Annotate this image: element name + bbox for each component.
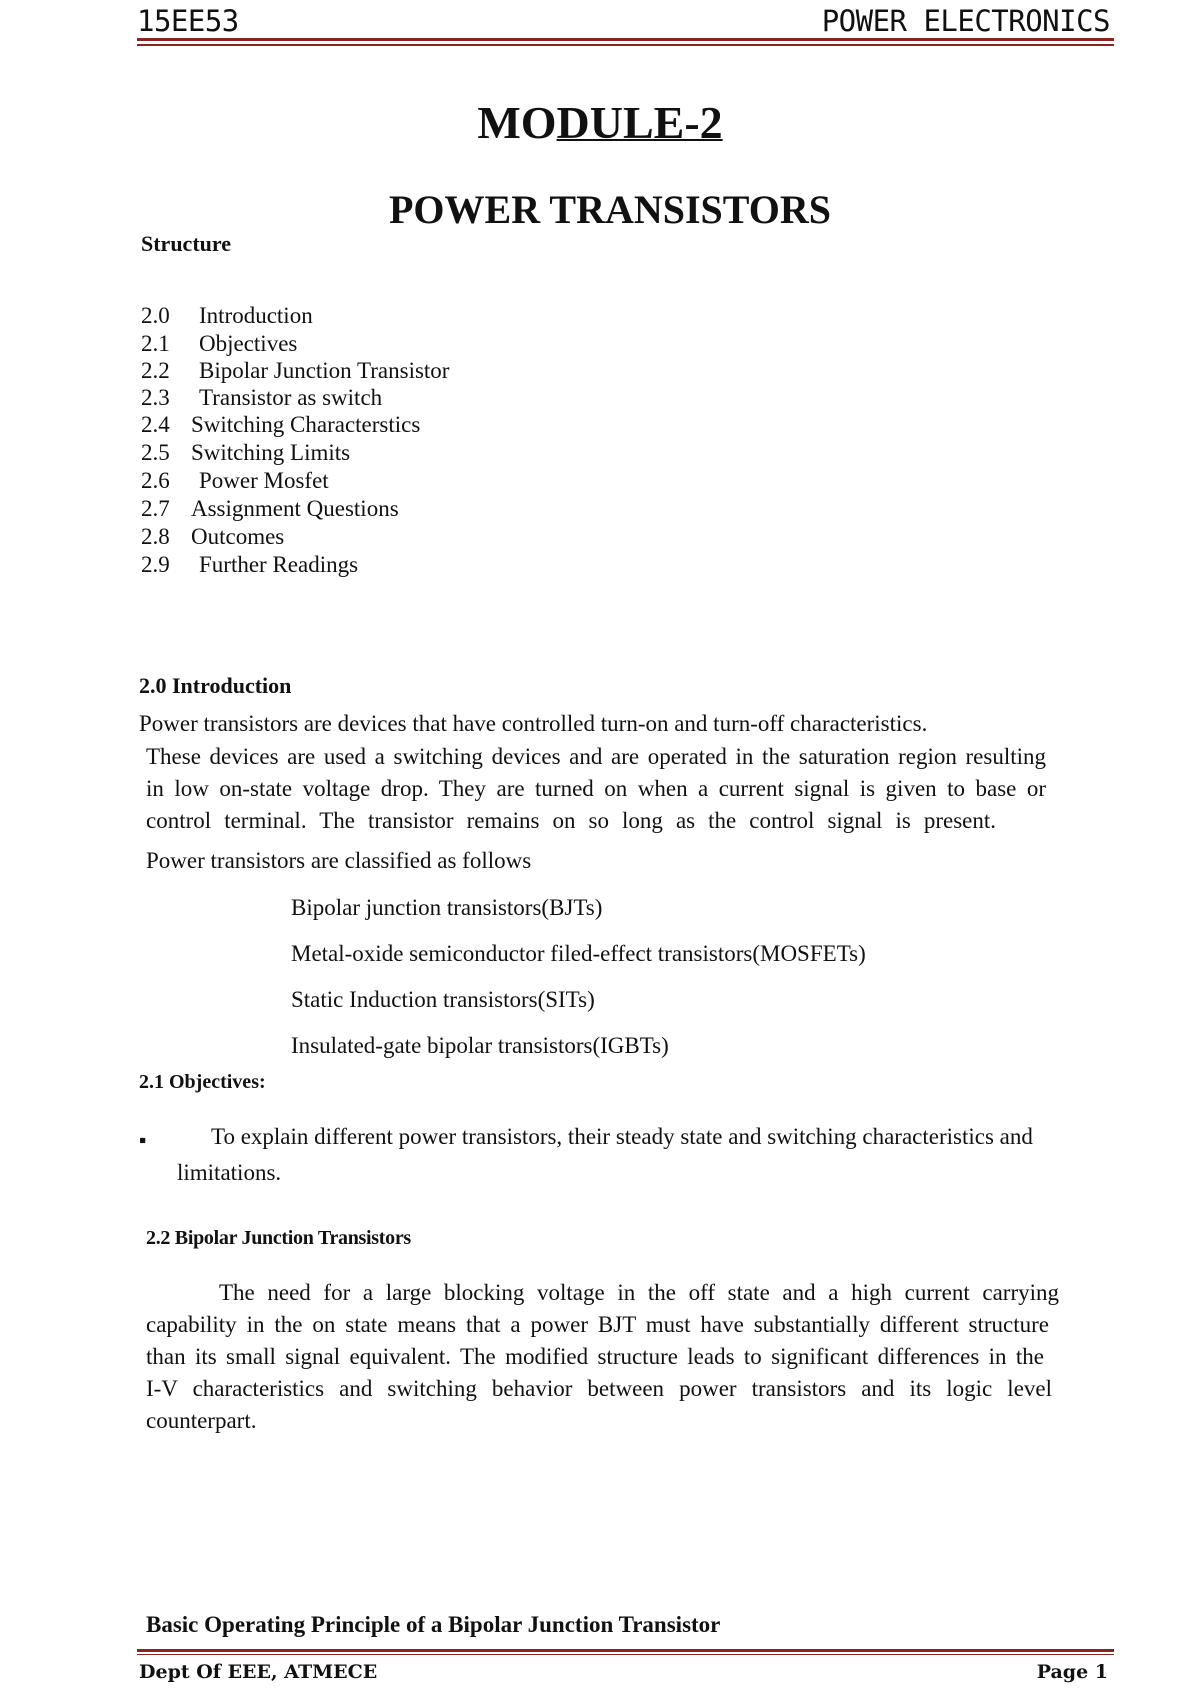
intro-line: in low on-state voltage drop. They are turned on when a current signal is given to base or (146, 776, 1046, 801)
toc-item: 2.9 Further Readings (141, 552, 359, 577)
toc-item: 2.1 Objectives (141, 331, 298, 356)
basic-principle-heading: Basic Operating Principle of a Bipolar Junction Transistor (146, 1612, 721, 1637)
footer-page-number: Page 1 (1036, 1661, 1108, 1683)
classified-line: Power transistors are classified as follows (146, 848, 532, 873)
intro-line: control terminal. The transistor remains on so long as the control signal is present. (146, 808, 996, 833)
structure-heading: Structure (141, 231, 232, 256)
toc-item: 2.8 Outcomes (141, 524, 285, 549)
objectives-heading: 2.1 Objectives: (139, 1071, 266, 1093)
toc-item: 2.4 Switching Characterstics (141, 412, 421, 437)
footer-rule-thick (137, 1649, 1114, 1652)
objective-line: To explain different power transistors, their steady state and switching characteristics and (211, 1124, 1033, 1149)
bjt-line: capability in the on state means that a power BJT must have substantially different structure (146, 1312, 1049, 1337)
transistor-type: Static Induction transistors(SITs) (291, 987, 595, 1012)
chapter-title: POWER TRANSISTORS (389, 187, 831, 232)
intro-line: Power transistors are devices that have controlled turn-on and turn-off characteristics. (139, 711, 928, 736)
toc-item: 2.5 Switching Limits (141, 440, 351, 465)
header-rule-thin (137, 44, 1114, 46)
header-rule-thick (137, 38, 1114, 41)
toc-item: 2.7 Assignment Questions (141, 496, 399, 521)
module-title: MODULE-2 (477, 97, 723, 148)
bjt-line: The need for a large blocking voltage in the off state and a high current carrying (219, 1280, 1059, 1305)
toc-item: 2.0 Introduction (141, 303, 313, 328)
toc-item: 2.6 Power Mosfet (141, 468, 329, 493)
intro-line: These devices are used a switching devices and are operated in the saturation region resulting (146, 744, 1046, 769)
bjt-line: than its small signal equivalent. The modified structure leads to significant differences in the (146, 1344, 1044, 1369)
toc-item: 2.2 Bipolar Junction Transistor (141, 358, 450, 383)
bullet-icon: ▪ (139, 1128, 147, 1152)
bjt-line: I-V characteristics and switching behavior between power transistors and its logic level (146, 1376, 1052, 1401)
bjt-heading: 2.2 Bipolar Junction Transistors (146, 1227, 411, 1249)
footer-rule-thin (137, 1654, 1114, 1655)
bjt-line: counterpart. (146, 1408, 257, 1433)
objective-line: limitations. (177, 1160, 282, 1185)
header-subject: POWER ELECTRONICS (821, 4, 1110, 38)
transistor-type: Metal-oxide semiconductor filed-effect transistors(MOSFETs) (291, 941, 866, 966)
header-course-code: 15EE53 (137, 4, 239, 38)
transistor-type: Bipolar junction transistors(BJTs) (291, 895, 603, 920)
toc-item: 2.3 Transistor as switch (141, 385, 383, 410)
introduction-heading: 2.0 Introduction (139, 673, 292, 698)
transistor-type: Insulated-gate bipolar transistors(IGBTs) (291, 1033, 669, 1058)
footer-department: Dept Of EEE, ATMECE (139, 1661, 378, 1683)
